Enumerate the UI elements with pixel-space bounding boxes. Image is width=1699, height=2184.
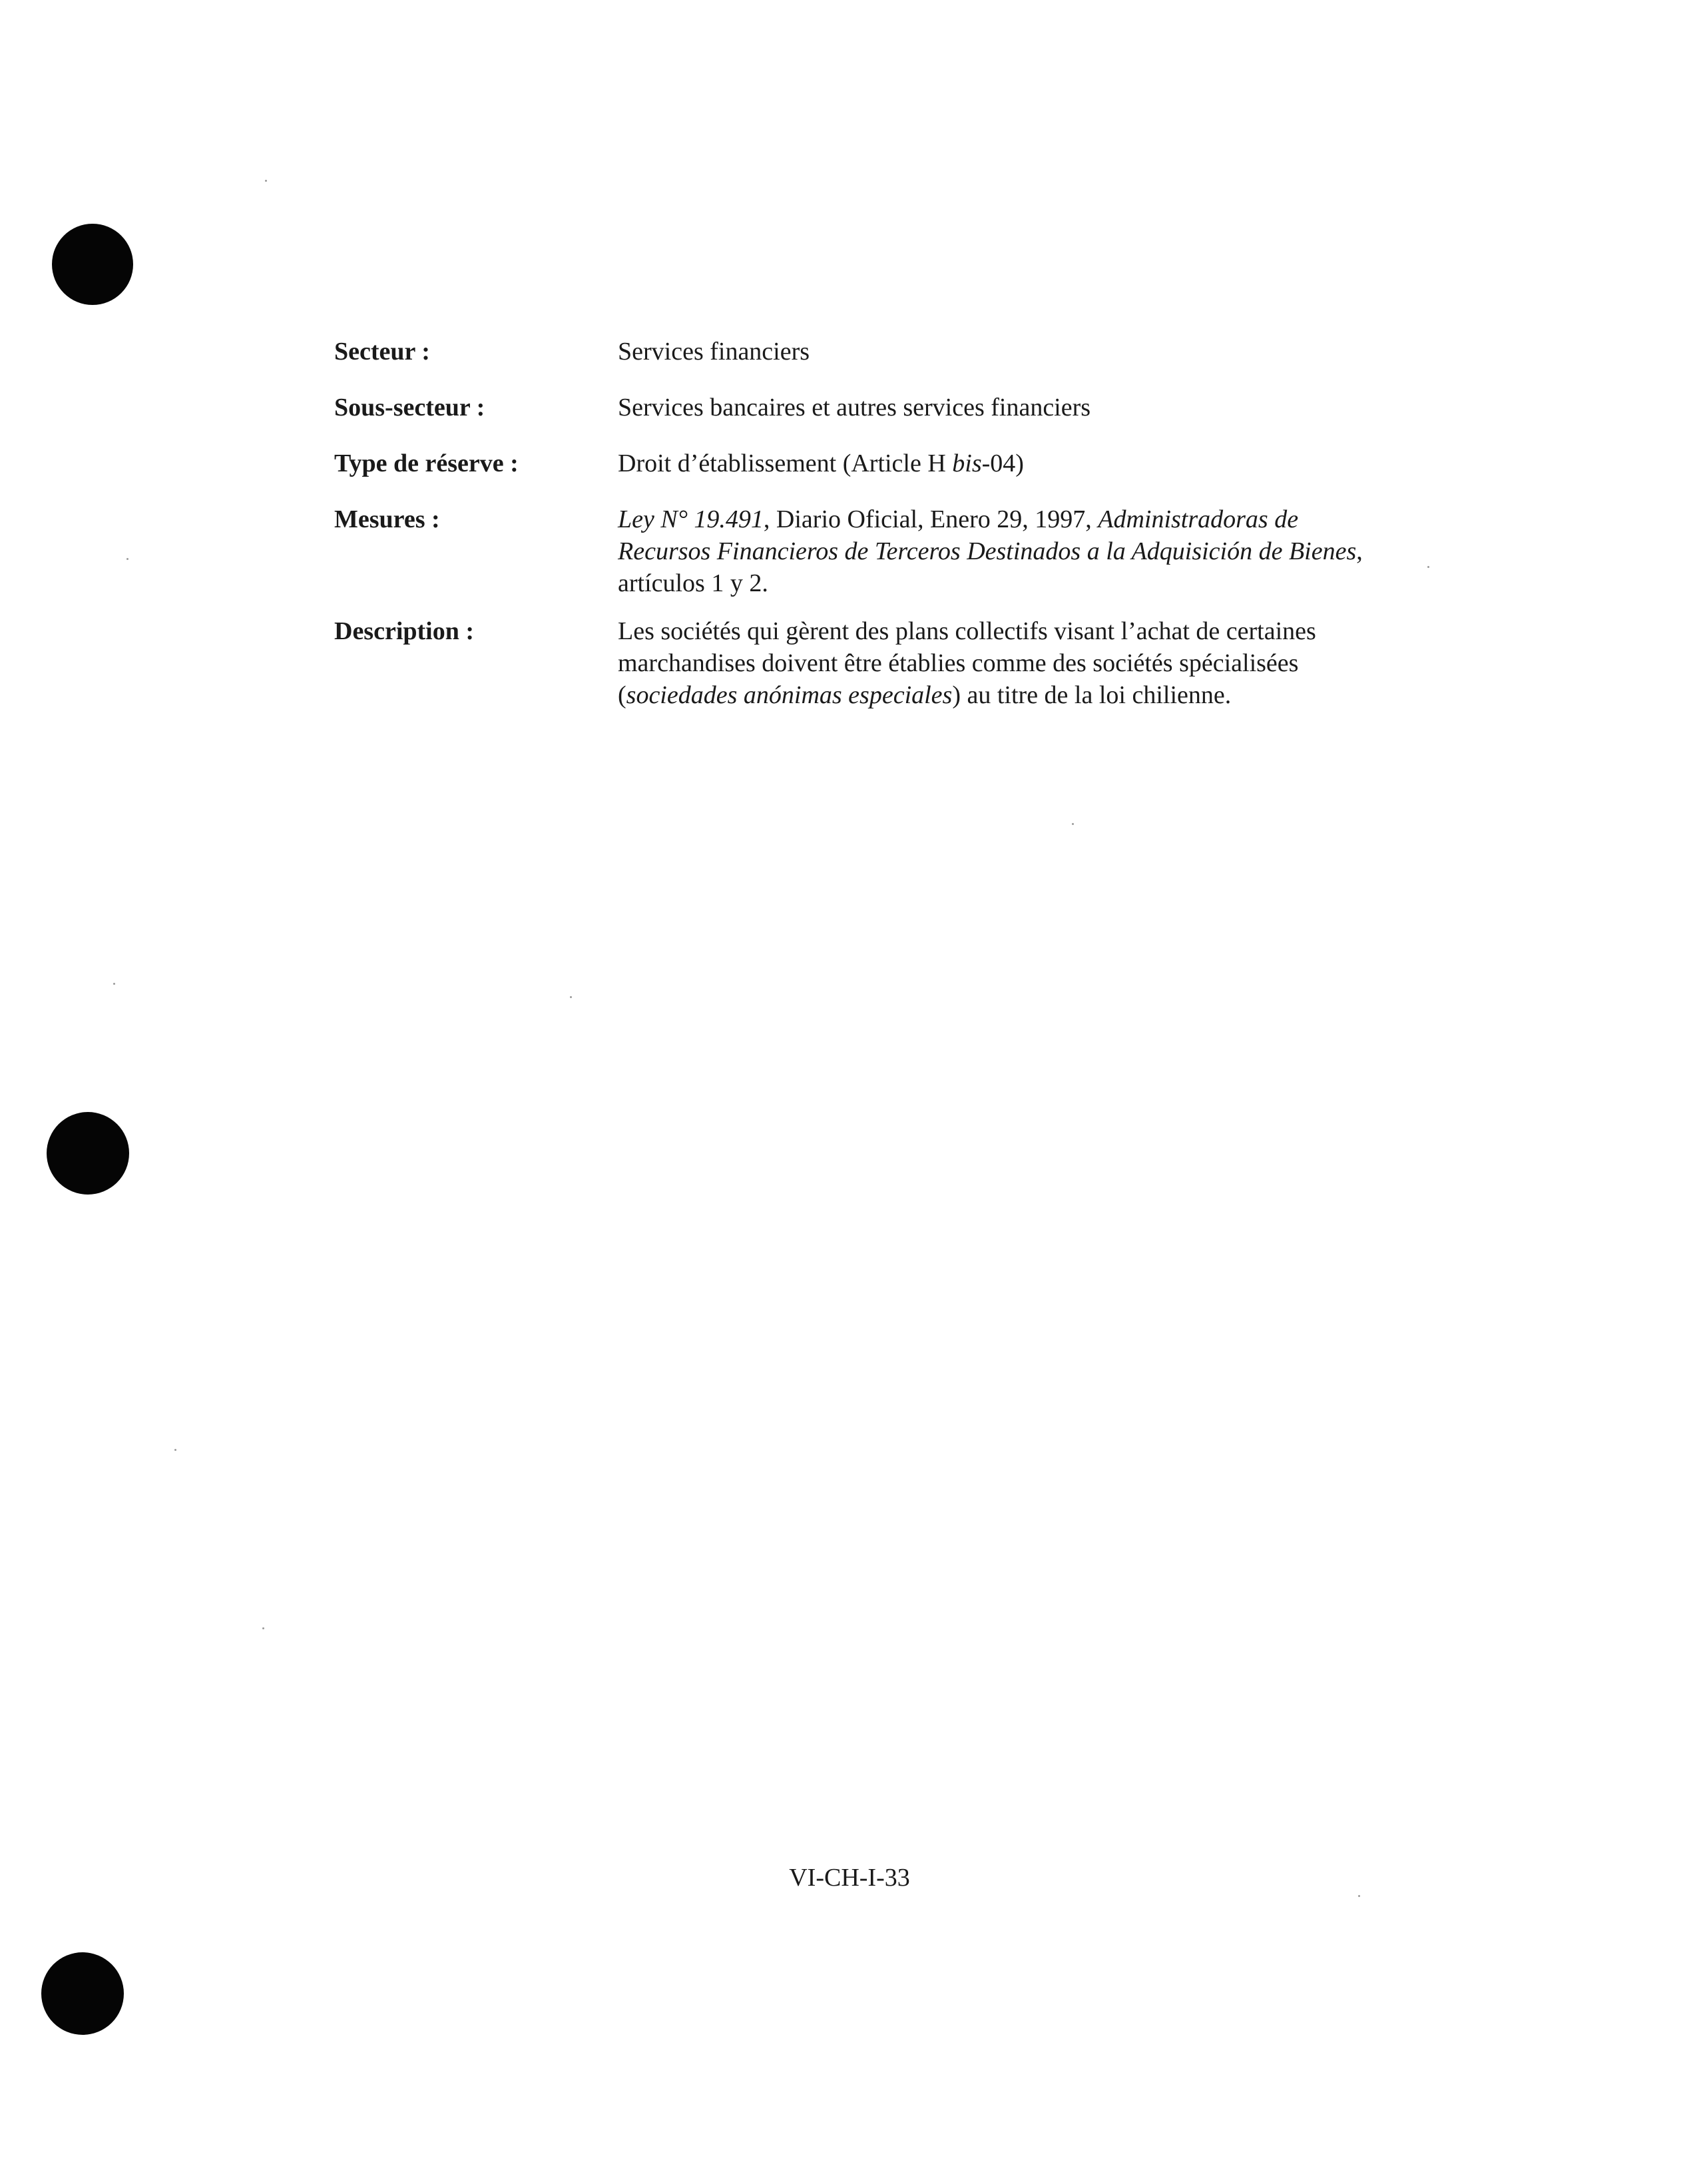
- type-reserve-label: Type de réserve :: [334, 449, 519, 477]
- secteur-value: Services financiers: [618, 338, 810, 366]
- mesures-law: Ley N° 19.491: [618, 505, 764, 533]
- scan-speck: [1427, 566, 1429, 568]
- mesures-label: Mesures :: [334, 505, 440, 533]
- scan-speck: [113, 983, 115, 985]
- type-reserve-value: [618, 447, 1373, 479]
- type-reserve-text-pre: Droit d’établissement (Article H: [618, 449, 953, 477]
- type-reserve-text-post: -04): [981, 449, 1024, 477]
- sous-secteur-label: Sous-secteur :: [334, 394, 485, 421]
- scan-speck: [1358, 1895, 1360, 1897]
- description-text-italic: sociedades anónimas especiales: [626, 681, 953, 709]
- row-secteur: [334, 336, 1373, 368]
- mesures-value: [618, 503, 1373, 599]
- scan-speck: [262, 1627, 264, 1629]
- row-sous-secteur: [334, 392, 1373, 423]
- secteur-label: Secteur :: [334, 338, 430, 366]
- description-text-post: ) au titre de la loi chilienne.: [952, 681, 1232, 709]
- punch-hole-top: [52, 224, 133, 305]
- row-type-reserve: [334, 447, 1373, 479]
- description-label: Description :: [334, 617, 475, 645]
- description-text-pre: Les sociétés qui gèrent des plans collectifs visant l’achat de certaines marchandises doivent être établies comme des sociétés spécialisées (: [618, 617, 1316, 709]
- row-mesures: [334, 503, 1373, 599]
- page-number: VI-CH-I-33: [789, 1864, 910, 1892]
- mesures-law-details: , Diario Oficial, Enero 29, 1997,: [763, 505, 1098, 533]
- scan-speck: [1072, 823, 1074, 825]
- row-description: [334, 615, 1373, 711]
- scan-speck: [265, 180, 267, 182]
- mesures-articles: , artículos 1 y 2.: [618, 537, 1363, 597]
- sous-secteur-value: Services bancaires et autres services financiers: [618, 394, 1091, 421]
- scan-speck: [126, 558, 128, 560]
- scan-speck: [570, 996, 572, 998]
- punch-hole-bottom: [41, 1952, 124, 2035]
- punch-hole-middle: [47, 1112, 129, 1195]
- scan-speck: [174, 1449, 176, 1451]
- description-value: [618, 615, 1373, 711]
- mesures-law-title: Administradoras de Recursos Financieros de Terceros Destinados a la Adquisición de Bienes: [618, 505, 1357, 565]
- type-reserve-text-italic: bis: [952, 449, 982, 477]
